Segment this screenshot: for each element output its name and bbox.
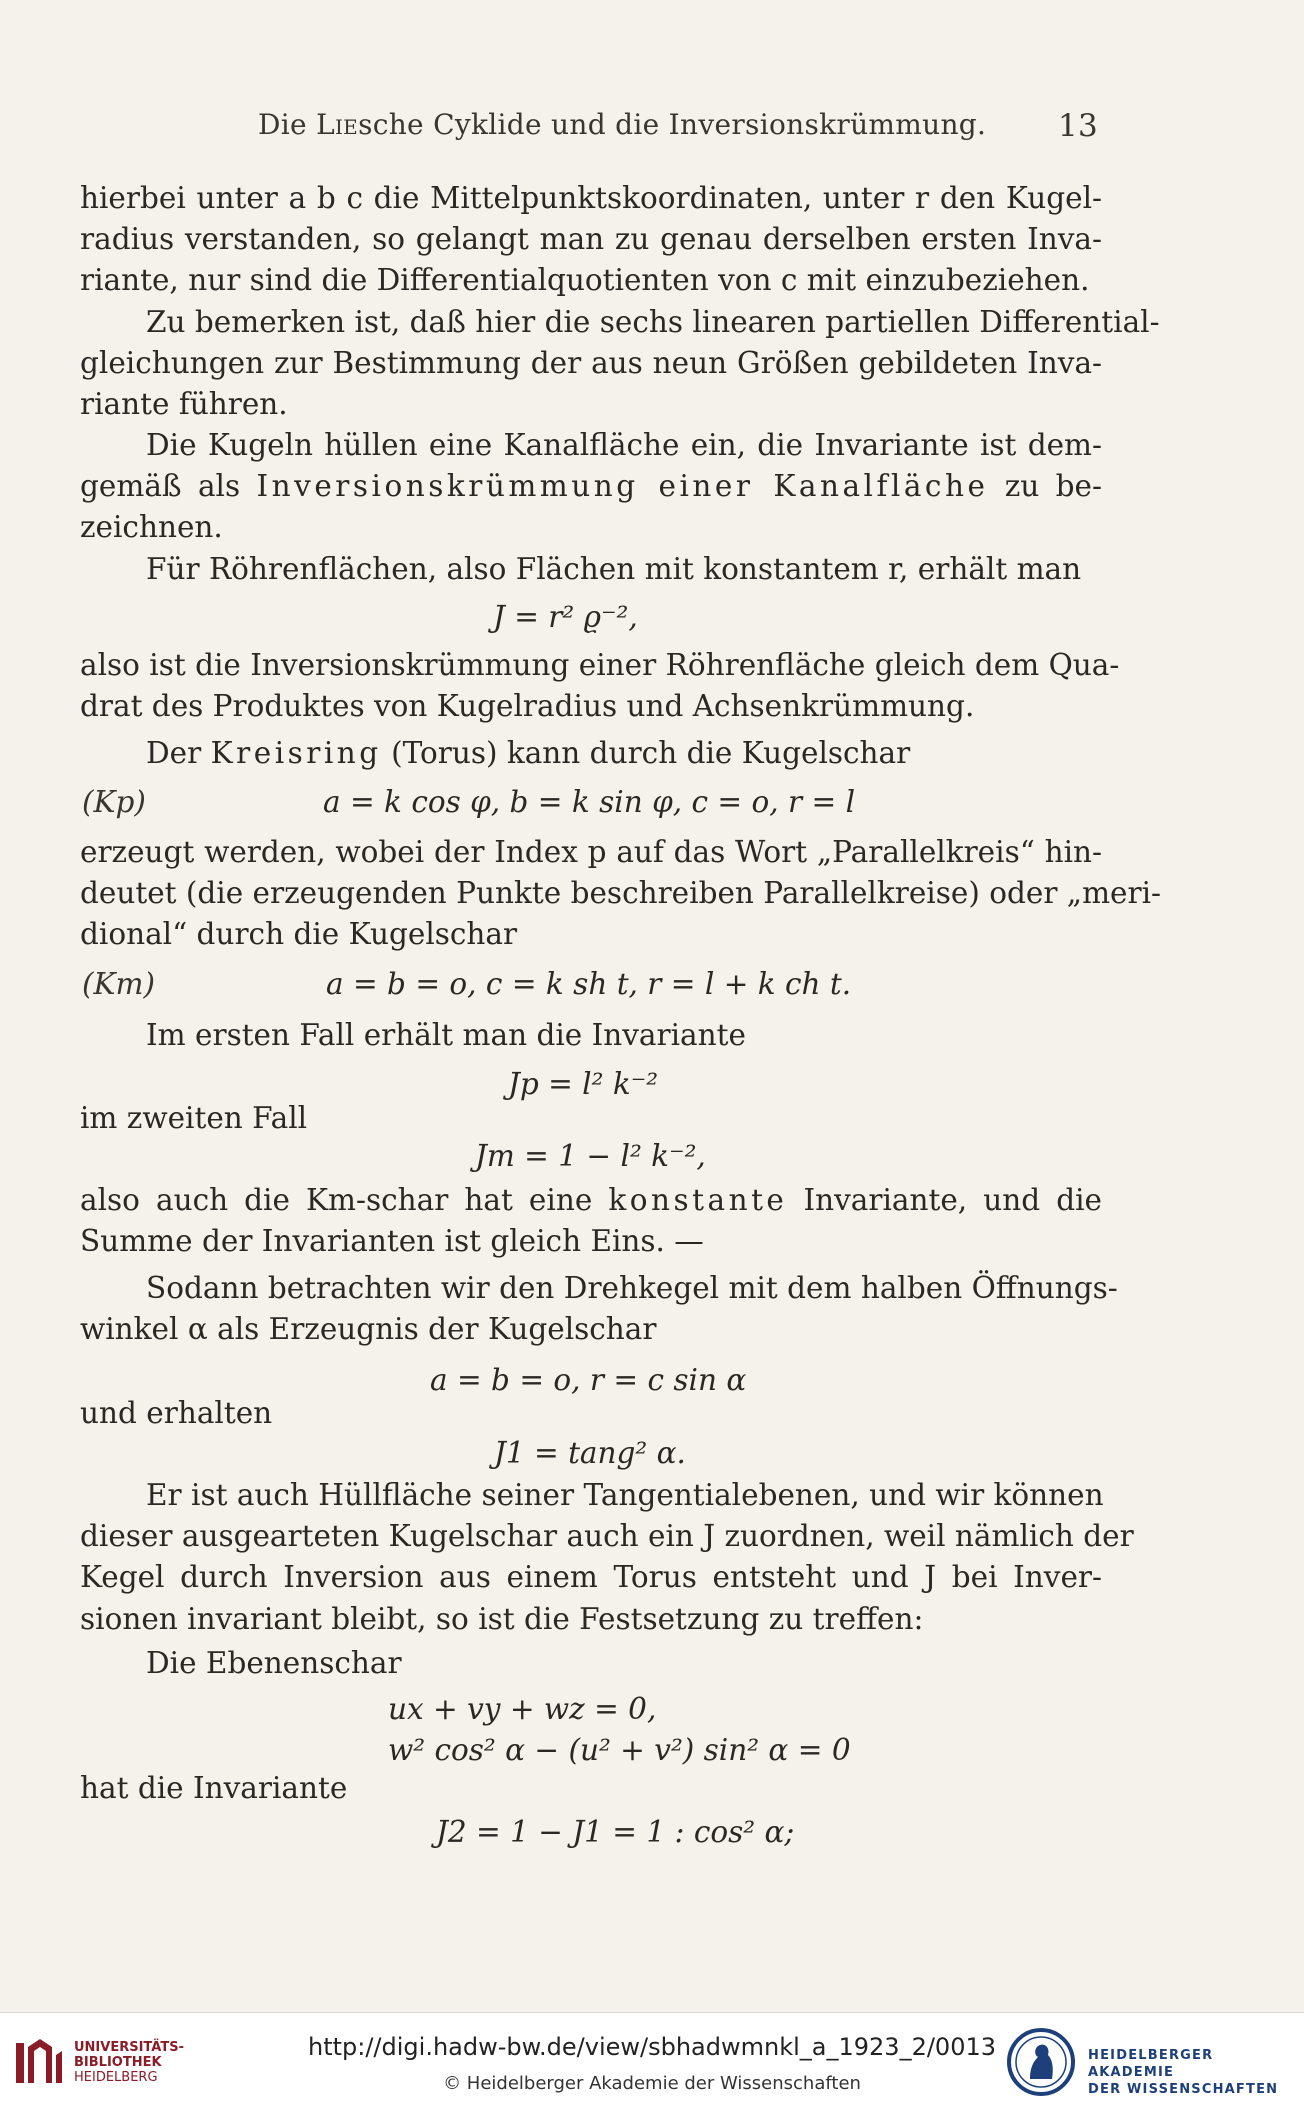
copyright-notice: © Heidelberger Akademie der Wissenschaften xyxy=(443,2073,861,2094)
text-line: also ist die Inversionskrümmung einer Röhrenfläche gleich dem Qua- xyxy=(80,648,1120,682)
text-line: erzeugt werden, wobei der Index p auf das Wort „Parallelkreis“ hin- xyxy=(80,835,1102,869)
text-line: Sodann betrachten wir den Drehkegel mit dem halben Öffnungs- xyxy=(146,1271,1118,1305)
text-line: gleichungen zur Bestimmung der aus neun Größen gebildeten Inva- xyxy=(80,346,1102,380)
text-run: Invariante, und die xyxy=(787,1183,1102,1217)
library-name-line: BIBLIOTHEK xyxy=(74,2055,162,2070)
academy-name xyxy=(1088,2047,1304,2098)
page-number: 13 xyxy=(1058,108,1099,144)
text-line: riante führen. xyxy=(80,387,288,421)
header-title-post: sche Cyklide und die Inversionskrümmung. xyxy=(358,108,987,141)
library-name-line: UNIVERSITÄTS- xyxy=(74,2040,184,2055)
equation: ux + vy + wz = 0, xyxy=(388,1692,657,1726)
text-line: Kegel durch Inversion aus einem Torus entsteht und J bei Inver- xyxy=(80,1560,1102,1594)
text-run: Der xyxy=(146,736,211,770)
permalink-url[interactable]: http://digi.hadw-bw.de/view/sbhadwmnkl_a_1923_2/0013 xyxy=(307,2033,997,2061)
text-line xyxy=(80,1180,1102,1220)
equation: w² cos² α − (u² + v²) sin² α = 0 xyxy=(388,1733,851,1767)
text-line: deutet (die erzeugenden Punkte beschreiben Parallelkreise) oder „meri- xyxy=(80,876,1162,910)
text-line: dional“ durch die Kugelschar xyxy=(80,917,518,951)
text-line: Summe der Invarianten ist gleich Eins. — xyxy=(80,1224,704,1258)
text-line: hat die Invariante xyxy=(80,1771,348,1805)
text-line: dieser ausgearteten Kugelschar auch ein J zuordnen, weil nämlich der xyxy=(80,1519,1134,1553)
academy-name-line: HEIDELBERGER AKADEMIE xyxy=(1088,2048,1214,2080)
equation: Jm = 1 − l² k⁻², xyxy=(475,1139,706,1173)
spaced-term: Kreisring xyxy=(210,736,382,770)
equation: a = k cos φ, b = k sin φ, c = o, r = l xyxy=(323,785,856,819)
text-line: zeichnen. xyxy=(80,510,223,544)
academy-name-line: DER WISSENSCHAFTEN xyxy=(1088,2082,1279,2097)
text-line: im zweiten Fall xyxy=(80,1101,308,1135)
text-line: Im ersten Fall erhält man die Invariante xyxy=(146,1018,746,1052)
text-line: drat des Produktes von Kugelradius und Achsenkrümmung. xyxy=(80,689,975,723)
text-line: hierbei unter a b c die Mittelpunktskoordinaten, unter r den Kugel- xyxy=(80,181,1102,215)
equation: J1 = tang² α. xyxy=(494,1436,686,1470)
text-line: und erhalten xyxy=(80,1396,273,1430)
text-line: Für Röhrenflächen, also Flächen mit konstantem r, erhält man xyxy=(146,552,1082,586)
equation: J2 = 1 − J1 = 1 : cos² α; xyxy=(436,1815,795,1849)
equation: a = b = o, r = c sin α xyxy=(430,1363,747,1397)
header-title-pre: Die xyxy=(258,108,317,141)
equation-label: (Km) xyxy=(82,967,156,1001)
academy-seal-icon[interactable] xyxy=(1006,2027,1076,2097)
text-line: radius verstanden, so gelangt man zu genau derselben ersten Inva- xyxy=(80,222,1102,256)
text-line: riante, nur sind die Differentialquotienten von c mit einzubeziehen. xyxy=(80,263,1090,297)
equation-label: (Kp) xyxy=(82,785,146,819)
text-line xyxy=(80,466,1102,506)
text-line: Zu bemerken ist, daß hier die sechs linearen partiellen Differential- xyxy=(146,305,1160,339)
text-line: sionen invariant bleibt, so ist die Festsetzung zu treffen: xyxy=(80,1602,924,1636)
text-line: winkel α als Erzeugnis der Kugelschar xyxy=(80,1312,657,1346)
text-run: also auch die Km-schar hat eine xyxy=(80,1183,609,1217)
text-line: Die Ebenenschar xyxy=(146,1646,402,1680)
text-run: zu be- xyxy=(988,469,1102,503)
running-header xyxy=(258,108,986,141)
text-line xyxy=(146,733,910,773)
equation: J = r² ϱ⁻², xyxy=(493,600,638,634)
text-run: gemäß als xyxy=(80,469,257,503)
equation: Jp = l² k⁻² xyxy=(508,1067,659,1101)
spaced-term: Inversionskrümmung einer Kanalfläche xyxy=(256,469,989,503)
text-run: (Torus) kann durch die Kugelschar xyxy=(381,736,911,770)
text-line: Die Kugeln hüllen eine Kanalfläche ein, die Invariante ist dem- xyxy=(146,428,1102,462)
viewer-footer xyxy=(0,2012,1304,2108)
text-line: Er ist auch Hüllfläche seiner Tangentialebenen, und wir können xyxy=(146,1478,1104,1512)
equation: a = b = o, c = k sh t, r = l + k ch t. xyxy=(326,967,852,1001)
spaced-term: konstante xyxy=(608,1183,788,1217)
library-name-line: HEIDELBERG xyxy=(74,2070,158,2085)
header-title-smallcaps: Lie xyxy=(316,108,359,141)
